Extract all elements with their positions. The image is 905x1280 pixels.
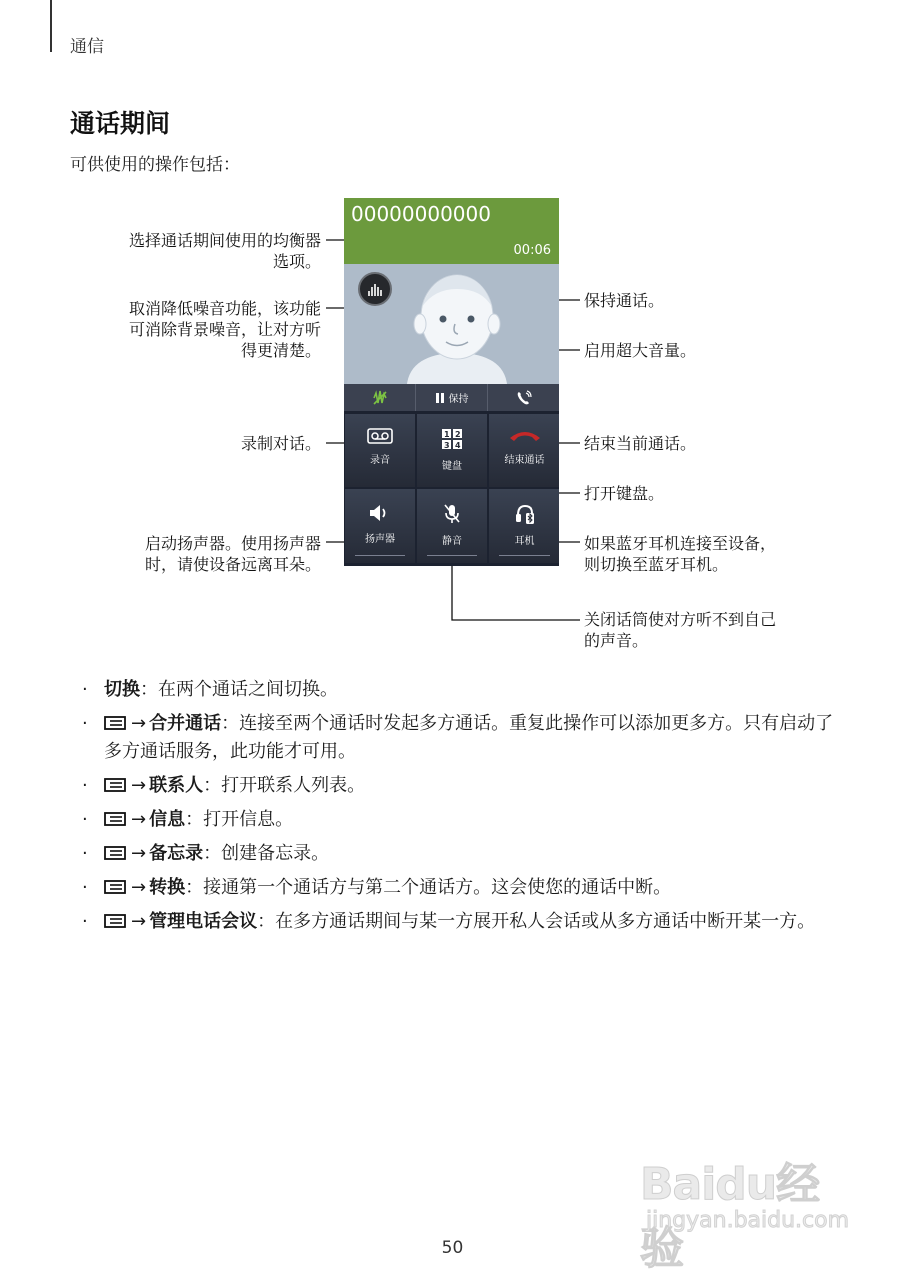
arrow: → bbox=[131, 877, 147, 898]
keypad-icon bbox=[441, 428, 463, 450]
bullet-term: 管理电话会议 bbox=[149, 911, 258, 932]
mic-mute-icon bbox=[442, 503, 462, 525]
end-call-icon bbox=[508, 428, 542, 442]
voicemail-tape-icon bbox=[367, 428, 393, 444]
bullet-dot: · bbox=[82, 775, 88, 796]
action-list bbox=[82, 676, 842, 942]
callout-line: 保持通话。 bbox=[584, 291, 665, 310]
callout-record bbox=[241, 433, 321, 454]
bullet-desc: 打开联系人列表。 bbox=[221, 775, 366, 796]
section-intro: 可供使用的操作包括： bbox=[70, 155, 240, 175]
bullet-term: 合并通话 bbox=[149, 713, 222, 734]
callout-line: 结束当前通话。 bbox=[584, 434, 697, 453]
bullet-desc: 在多方通话期间与某一方展开私人会话或从多方通话中断开某一方。 bbox=[275, 911, 816, 932]
bullet-colon: ： bbox=[140, 679, 158, 700]
arrow: → bbox=[131, 911, 147, 932]
svg-text:4: 4 bbox=[455, 441, 461, 450]
bullet-colon: ： bbox=[185, 877, 204, 898]
callout-line: 选择通话期间使用的均衡器 bbox=[128, 231, 321, 250]
pause-icon bbox=[435, 392, 445, 404]
arrow: → bbox=[131, 713, 147, 734]
bullet-desc: 接通第一个通话方与第二个通话方。这会使您的通话中断。 bbox=[203, 877, 672, 898]
page-number: 50 bbox=[441, 1238, 464, 1258]
hold-label: 保持 bbox=[448, 394, 469, 405]
call-action-strip bbox=[344, 384, 559, 411]
list-item bbox=[82, 676, 842, 704]
speaker-label: 扬声器 bbox=[365, 534, 395, 545]
callout-end-call bbox=[584, 433, 696, 454]
bullet-term: 备忘录 bbox=[149, 843, 204, 864]
bullet-colon: ： bbox=[203, 843, 222, 864]
list-item bbox=[82, 840, 842, 868]
mute-label: 静音 bbox=[442, 536, 462, 547]
end-call-button[interactable] bbox=[489, 414, 559, 487]
callout-line: 可消除背景噪音，让对方听 bbox=[128, 320, 321, 339]
menu-icon bbox=[104, 880, 126, 894]
speaker-indicator bbox=[355, 555, 405, 556]
bullet-dot: · bbox=[82, 843, 88, 864]
callout-mute bbox=[584, 609, 776, 651]
svg-text:2: 2 bbox=[455, 430, 461, 439]
menu-icon bbox=[104, 812, 126, 826]
callout-line: 打开键盘。 bbox=[584, 484, 665, 503]
callout-line: 关闭话筒使对方听不到自己 bbox=[584, 610, 777, 629]
callout-hold bbox=[584, 290, 664, 311]
bullet-dot: · bbox=[82, 679, 88, 700]
mute-button[interactable] bbox=[417, 489, 487, 563]
svg-text:3: 3 bbox=[444, 441, 450, 450]
menu-icon bbox=[104, 778, 126, 792]
bullet-colon: ： bbox=[257, 911, 276, 932]
bullet-term: 信息 bbox=[149, 809, 186, 830]
record-button[interactable] bbox=[345, 414, 415, 487]
bullet-colon: ： bbox=[185, 809, 204, 830]
list-item bbox=[82, 710, 842, 766]
list-item bbox=[82, 806, 842, 834]
mute-indicator bbox=[427, 555, 477, 556]
running-head: 通信 bbox=[70, 37, 104, 57]
callout-extra-volume bbox=[584, 340, 696, 361]
callout-line: 录制对话。 bbox=[240, 434, 321, 453]
callout-line: 得更清楚。 bbox=[240, 341, 321, 360]
bullet-term: 转换 bbox=[149, 877, 186, 898]
list-item bbox=[82, 908, 842, 936]
bullet-dot: · bbox=[82, 911, 88, 932]
callout-line: 启动扬声器。使用扬声器 bbox=[144, 534, 321, 553]
callout-line: 的声音。 bbox=[584, 631, 649, 650]
bullet-desc: 打开信息。 bbox=[203, 809, 294, 830]
bullet-term: 切换 bbox=[104, 679, 140, 700]
watermark-url: jingyan.baidu.com bbox=[646, 1208, 850, 1233]
call-header bbox=[344, 198, 559, 264]
bullet-dot: · bbox=[82, 877, 88, 898]
headset-button[interactable] bbox=[489, 489, 559, 563]
bullet-colon: ： bbox=[203, 775, 222, 796]
equalizer-icon[interactable] bbox=[358, 272, 392, 306]
callout-line: 时，请使设备远离耳朵。 bbox=[144, 555, 321, 574]
bullet-desc: 创建备忘录。 bbox=[221, 843, 330, 864]
arrow: → bbox=[131, 843, 147, 864]
extra-volume-button[interactable] bbox=[488, 384, 559, 411]
list-item bbox=[82, 874, 842, 902]
watermark-logo: Baidu经验 bbox=[640, 1159, 820, 1274]
menu-icon bbox=[104, 914, 126, 928]
callout-equalizer bbox=[129, 230, 321, 272]
headset-indicator bbox=[499, 555, 550, 556]
callout-keypad bbox=[584, 483, 664, 504]
noise-reduction-button[interactable] bbox=[344, 384, 416, 411]
svg-text:1: 1 bbox=[444, 430, 450, 439]
call-timer: 00:06 bbox=[513, 243, 551, 258]
arrow: → bbox=[131, 809, 147, 830]
phone-number: 00000000000 bbox=[351, 202, 491, 226]
menu-icon bbox=[104, 846, 126, 860]
page-margin-rule bbox=[50, 0, 52, 52]
phone-call-screen bbox=[344, 198, 559, 566]
list-item bbox=[82, 772, 842, 800]
default-avatar-icon bbox=[402, 269, 512, 384]
bullet-dot: · bbox=[82, 713, 88, 734]
arrow: → bbox=[131, 775, 147, 796]
callout-line: 则切换至蓝牙耳机。 bbox=[584, 555, 729, 574]
callout-line: 启用超大音量。 bbox=[584, 341, 697, 360]
hold-button[interactable] bbox=[416, 384, 488, 411]
call-button-grid bbox=[344, 414, 559, 566]
record-label: 录音 bbox=[370, 455, 390, 466]
end-call-label: 结束通话 bbox=[504, 455, 545, 466]
bullet-desc: 连接至两个通话时发起多方通话。重复此操作可以添加更多方。只有启动了多方通话服务，此功能才可用。 bbox=[104, 713, 834, 762]
bullet-dot: · bbox=[82, 809, 88, 830]
keypad-button[interactable] bbox=[417, 414, 487, 487]
callout-line: 选项。 bbox=[272, 252, 321, 271]
callout-line: 如果蓝牙耳机连接至设备， bbox=[584, 534, 777, 553]
extra-volume-icon bbox=[515, 389, 533, 407]
speaker-button[interactable] bbox=[345, 489, 415, 563]
callout-line: 取消降低噪音功能，该功能 bbox=[128, 299, 321, 318]
callout-noise bbox=[129, 298, 321, 361]
headset-label: 耳机 bbox=[514, 536, 535, 547]
bullet-colon: ： bbox=[221, 713, 240, 734]
callout-headset bbox=[584, 533, 776, 575]
callout-speaker bbox=[145, 533, 321, 575]
speaker-icon bbox=[368, 503, 392, 523]
baidu-watermark bbox=[640, 1148, 855, 1274]
bluetooth-headset-icon bbox=[514, 503, 536, 525]
section-title: 通话期间 bbox=[70, 109, 171, 138]
bullet-term: 联系人 bbox=[149, 775, 204, 796]
caller-photo-area bbox=[344, 264, 559, 384]
menu-icon bbox=[104, 716, 126, 730]
noise-reduction-icon bbox=[371, 389, 389, 407]
bullet-desc: 在两个通话之间切换。 bbox=[158, 679, 338, 700]
keypad-label: 键盘 bbox=[442, 461, 462, 472]
